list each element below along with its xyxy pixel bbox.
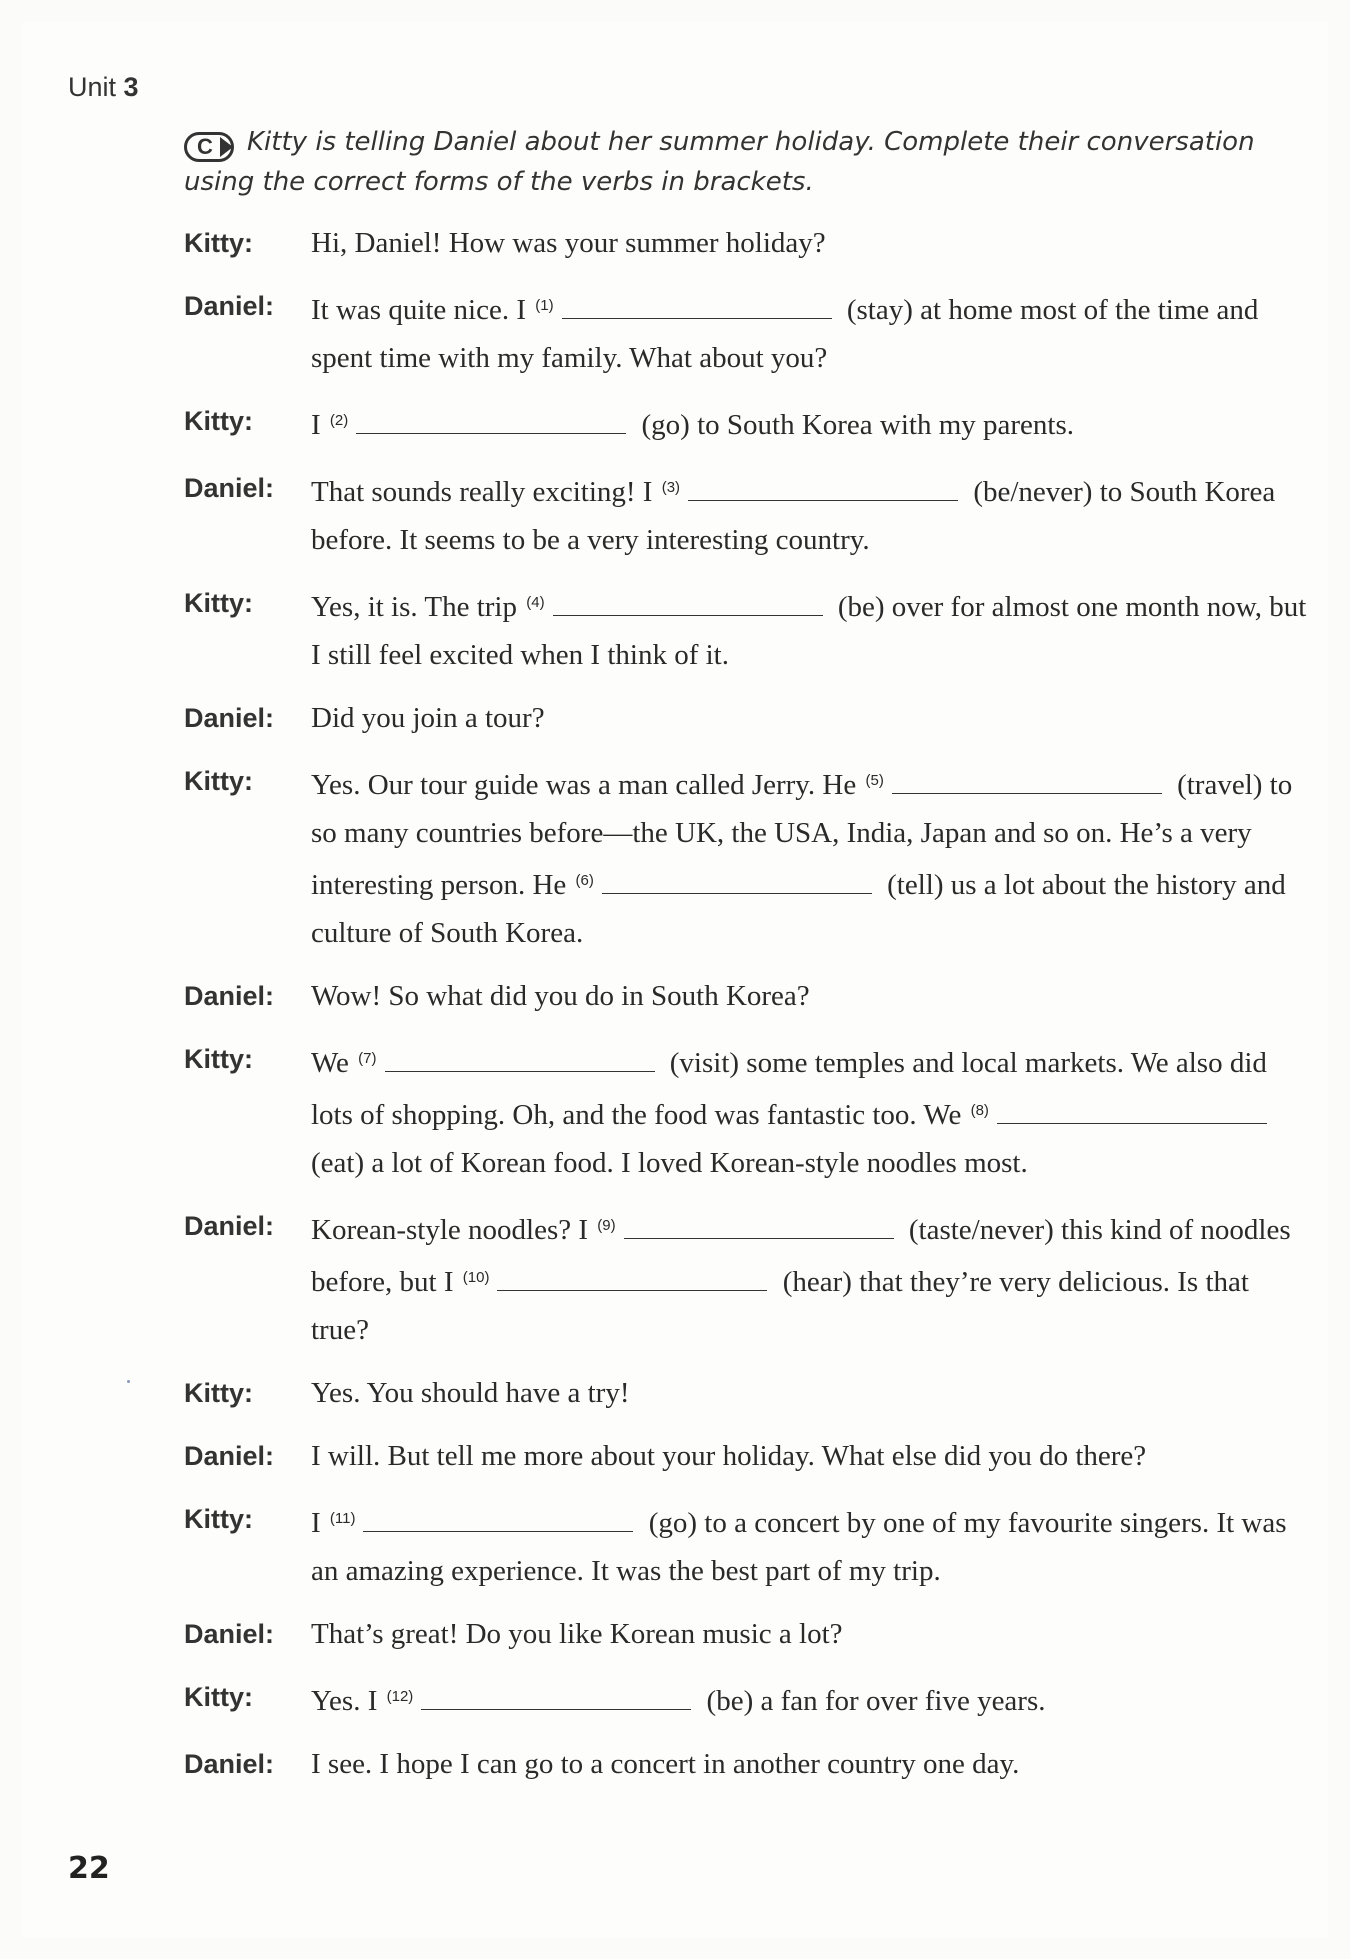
speech-segment: I — [311, 409, 321, 441]
play-arrow-icon — [220, 137, 233, 157]
blank-number: (12) — [386, 1688, 414, 1705]
speech-text — [311, 1432, 1314, 1480]
blank-number: (1) — [535, 297, 554, 314]
speech-segment: (travel) to so many countries before—the UK, the USA, India, Japan and so on. He’s a very interesting person. He — [311, 769, 1293, 901]
speech-segment: Did you join a tour? — [311, 702, 545, 734]
answer-blank[interactable] — [688, 480, 958, 501]
speech-segment: Yes. Our tour guide was a man called Jerry. He — [311, 769, 857, 801]
speaker-name: Daniel: — [184, 1211, 275, 1241]
blank-number: (9) — [597, 1217, 616, 1234]
speaker-name: Kitty: — [184, 228, 253, 258]
page-number: 22 — [68, 1851, 110, 1886]
speaker-name: Kitty: — [184, 588, 253, 618]
dialog-turn — [184, 1432, 1314, 1480]
speech-segment: (go) to South Korea with my parents. — [641, 409, 1075, 441]
speech-segment: Wow! So what did you do in South Korea? — [311, 980, 810, 1012]
speaker-name: Daniel: — [184, 981, 275, 1011]
blank-number: (6) — [575, 872, 594, 889]
speech-segment: (taste/never) this kind of noodles before, but I — [311, 1214, 1291, 1298]
unit-label: Unit — [68, 72, 117, 102]
speaker-name: Daniel: — [184, 1441, 275, 1471]
speech-segment: Korean-style noodles? I — [311, 1214, 589, 1246]
blank-number: (5) — [865, 772, 884, 789]
answer-blank[interactable] — [562, 298, 832, 319]
speech-text — [311, 1495, 1314, 1595]
unit-number: 3 — [123, 72, 139, 102]
dialog-turn — [184, 1369, 1314, 1417]
dialog-turn — [184, 972, 1314, 1020]
exercise-instructions — [184, 122, 1314, 202]
speech-text — [311, 464, 1314, 564]
speaker-name: Daniel: — [184, 1619, 275, 1649]
blank-number: (10) — [462, 1269, 490, 1286]
blank-number: (8) — [970, 1102, 989, 1119]
answer-blank[interactable] — [356, 413, 626, 434]
speech-text — [311, 972, 1314, 1020]
exercise-badge — [184, 132, 233, 162]
speech-segment: Yes. I — [311, 1685, 378, 1717]
speech-segment: (be) over for almost one month now, but I still feel excited when I think of it. — [311, 591, 1307, 671]
speaker-name: Daniel: — [184, 291, 275, 321]
answer-blank[interactable] — [602, 873, 872, 894]
speech-segment: (eat) a lot of Korean food. I loved Korean-style noodles most. — [311, 1147, 1028, 1179]
speech-segment: That’s great! Do you like Korean music a lot? — [311, 1618, 843, 1650]
dialog-turn — [184, 397, 1314, 449]
speech-text — [311, 757, 1314, 957]
speech-text — [311, 397, 1314, 449]
answer-blank[interactable] — [385, 1051, 655, 1072]
speaker-name: Kitty: — [184, 1378, 253, 1408]
dialog-turn — [184, 219, 1314, 267]
speech-segment: I — [311, 1507, 321, 1539]
dialog-turn — [184, 1673, 1314, 1725]
speech-segment: (stay) at home most of the time and spent time with my family. What about you? — [311, 294, 1259, 374]
instructions-text: Kitty is telling Daniel about her summer holiday. Complete their conversation using the correct forms of the verbs in brackets. — [184, 127, 1255, 197]
blank-number: (3) — [661, 479, 681, 496]
speech-text — [311, 694, 1314, 742]
speech-segment: (go) to a concert by one of my favourite singers. It was an amazing experience. It was the best part of my trip. — [311, 1507, 1287, 1587]
answer-blank[interactable] — [997, 1103, 1267, 1124]
speech-segment: Yes, it is. The trip — [311, 591, 517, 623]
speech-segment: (tell) us a lot about the history and culture of South Korea. — [311, 869, 1286, 949]
speech-segment: I will. But tell me more about your holiday. What else did you do there? — [311, 1440, 1147, 1472]
speech-segment: (hear) that they’re very delicious. Is that true? — [311, 1266, 1249, 1346]
answer-blank[interactable] — [892, 773, 1162, 794]
speech-segment: (be) a fan for over five years. — [706, 1685, 1046, 1717]
dialog-turn — [184, 464, 1314, 564]
speaker-name: Kitty: — [184, 1044, 253, 1074]
conversation — [184, 219, 1314, 1803]
speaker-name: Kitty: — [184, 406, 253, 436]
speech-segment: Hi, Daniel! How was your summer holiday? — [311, 227, 826, 259]
speech-text — [311, 1740, 1314, 1788]
dialog-turn — [184, 1740, 1314, 1788]
answer-blank[interactable] — [363, 1511, 633, 1532]
answer-blank[interactable] — [553, 595, 823, 616]
dialog-turn — [184, 1495, 1314, 1595]
speech-segment: It was quite nice. I — [311, 294, 527, 326]
speech-text — [311, 1610, 1314, 1658]
exercise-letter: C — [184, 132, 234, 162]
speech-text — [311, 579, 1314, 679]
speaker-name: Daniel: — [184, 473, 275, 503]
blank-number: (7) — [358, 1050, 377, 1067]
speech-text — [311, 219, 1314, 267]
dialog-turn — [184, 1610, 1314, 1658]
dialog-turn — [184, 282, 1314, 382]
speaker-name: Daniel: — [184, 1749, 275, 1779]
speech-segment: (visit) some temples and local markets. We also did lots of shopping. Oh, and the food was fantastic too. We — [311, 1047, 1267, 1131]
speech-segment: (be/never) to South Korea before. It seems to be a very interesting country. — [311, 476, 1276, 556]
answer-blank[interactable] — [421, 1689, 691, 1710]
speech-text — [311, 1035, 1314, 1187]
dialog-turn — [184, 1035, 1314, 1187]
speaker-name: Kitty: — [184, 1504, 253, 1534]
dialog-turn — [184, 1202, 1314, 1354]
speech-text — [311, 1673, 1314, 1725]
speech-text — [311, 1369, 1314, 1417]
speaker-name: Kitty: — [184, 1682, 253, 1712]
dialog-turn — [184, 579, 1314, 679]
blank-number: (2) — [329, 412, 349, 429]
answer-blank[interactable] — [624, 1218, 894, 1239]
speech-segment: That sounds really exciting! I — [311, 476, 653, 508]
speech-segment: I see. I hope I can go to a concert in another country one day. — [311, 1748, 1020, 1780]
blank-number: (11) — [329, 1510, 356, 1527]
speech-segment: Yes. You should have a try! — [311, 1377, 630, 1409]
dialog-turn — [184, 757, 1314, 957]
dialog-turn — [184, 694, 1314, 742]
speaker-name: Kitty: — [184, 766, 253, 796]
speech-segment: We — [311, 1047, 349, 1079]
speaker-name: Daniel: — [184, 703, 275, 733]
speech-text — [311, 1202, 1314, 1354]
unit-heading — [68, 72, 139, 103]
print-speck — [127, 1380, 130, 1383]
blank-number: (4) — [526, 594, 545, 611]
speech-text — [311, 282, 1314, 382]
answer-blank[interactable] — [497, 1270, 767, 1291]
